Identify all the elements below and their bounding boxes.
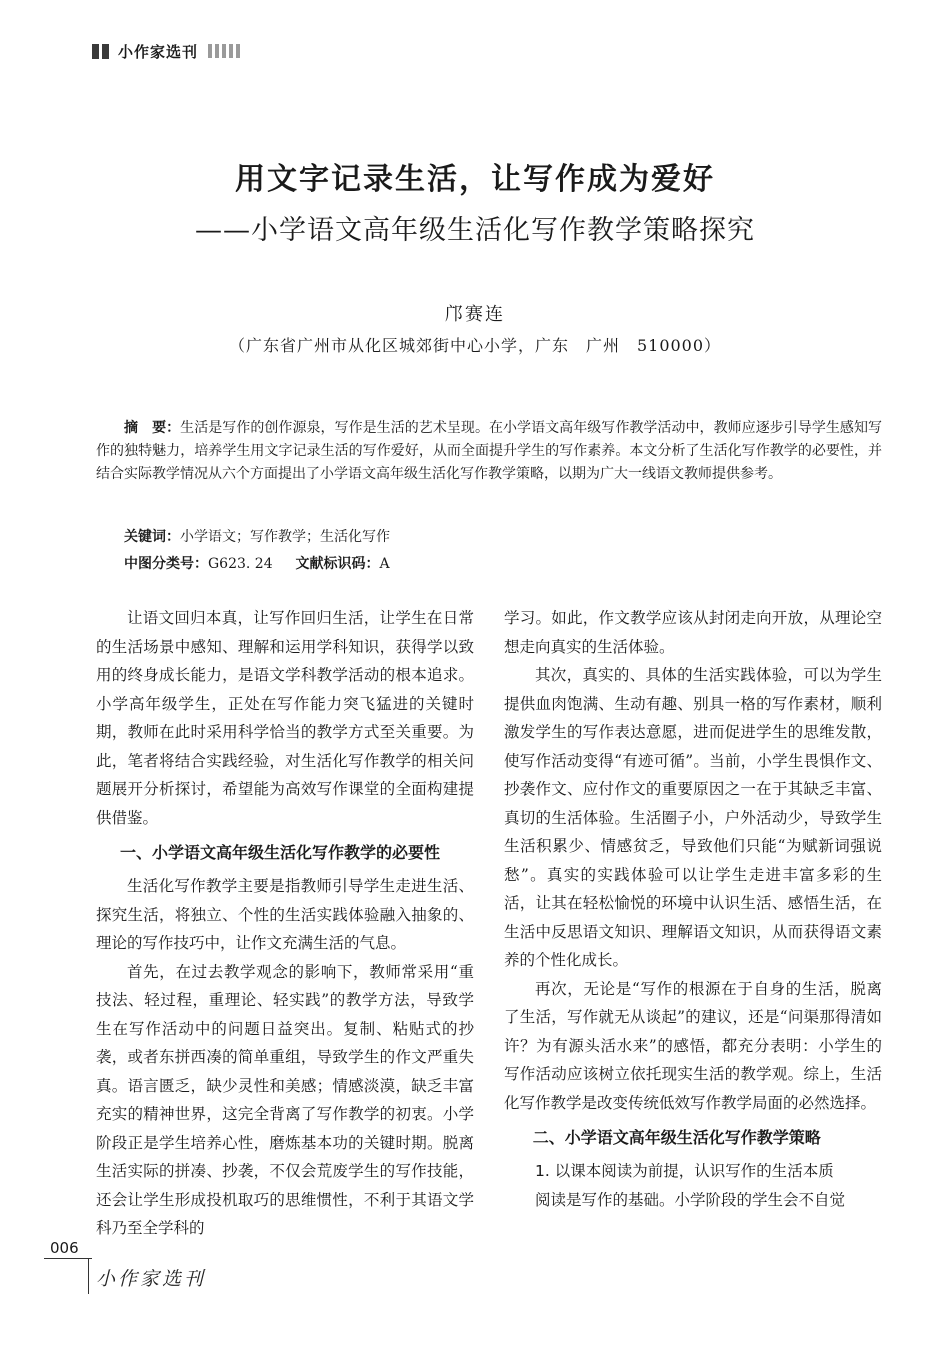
header-bar-mark [208, 44, 212, 58]
abstract [96, 417, 882, 486]
paragraph: 首先，在过去教学观念的影响下，教师常采用“重技法、轻过程，重理论、轻实践”的教学方法，导致学生在写作活动中的问题日益突出。复制、粘贴式的抄袭，或者东拼西凑的简单重组，导致学生的作文严重失真。语言匮乏，缺少灵性和美感；情感淡漠，缺乏丰富充实的精神世界，这完全背离了写作教学的初衷。小学阶段正是学生培养心性，磨炼基本功的关键时期。脱离生活实际的拼凑、抄袭，不仅会荒废学生的写作技能，还会让学生形成投机取巧的思维惯性，不利于其语文学科乃至全学科的 [96, 962, 474, 1237]
article-subtitle: ——小学语文高年级生活化写作教学策略探究 [195, 215, 755, 246]
header-bar-mark [236, 44, 240, 58]
paragraph: 让语文回归本真，让写作回归生活，让学生在日常的生活场景中感知、理解和运用学科知识，获得学以致用的终身成长能力，是语文学科教学活动的根本追求。小学高年级学生，正处在写作能力突飞猛进的关键时期，教师在此时采用科学恰当的教学方式至关重要。为此，笔者将结合实践经验，对生活化写作教学的相关问题展开分析探讨，希望能为高效写作课堂的全面构建提供借鉴。 [96, 609, 474, 827]
clc-value: G623. 24 [208, 556, 273, 572]
author-affiliation: （广东省广州市从化区城郊街中心小学，广东 广州 510000） [228, 336, 722, 355]
header-bar-mark [229, 44, 233, 58]
doc-code-value: A [379, 556, 390, 572]
section-heading: 二、小学语文高年级生活化写作教学策略 [532, 1128, 821, 1147]
footer-divider-vertical [88, 1258, 89, 1294]
header-bar-mark [215, 44, 219, 58]
header-block-mark [102, 44, 109, 59]
abstract-text: 生活是写作的创作源泉，写作是生活的艺术呈现。在小学语文高年级写作教学活动中，教师应逐步引导学生感知写作的独特魅力，培养学生用文字记录生活的写作爱好，从而全面提升学生的写作素养。本文分析了生活化写作教学的必要性，并结合实际教学情况从六个方面提出了小学语文高年级生活化写作教学策略，以期为广大一线语文教师提供参考。 [96, 420, 883, 482]
keywords-text: 小学语文；写作教学；生活化写作 [180, 529, 390, 545]
keywords-label: 关键词： [124, 529, 180, 545]
article-title: 用文字记录生活，让写作成为爱好 [235, 162, 715, 197]
journal-header [92, 40, 243, 62]
footer-divider [44, 1258, 92, 1259]
journal-logo: 小作家选刊 [96, 1268, 207, 1290]
classification [124, 553, 390, 573]
section-heading: 一、小学语文高年级生活化写作教学的必要性 [120, 843, 441, 862]
body-column-right [504, 604, 882, 1214]
page-number: 006 [50, 1239, 79, 1257]
paragraph: 生活化写作教学主要是指教师引导学生走进生活、探究生活，将独立、个性的生活实践体验融入抽象的、理论的写作技巧中，让作文充满生活的气息。 [96, 877, 474, 952]
paragraph: 其次，真实的、具体的生活实践体验，可以为学生提供血肉饱满、生动有趣、别具一格的写作素材，顺利激发学生的写作表达意愿，进而促进学生的思维发散，使写作活动变得“有迹可循”。当前，小学生畏惧作文、抄袭作文、应付作文的重要原因之一在于其缺乏丰富、真切的生活体验。生活圈子小，户外活动少，导致学生生活积累少、情感贫乏，导致他们只能“为赋新词强说愁”。真实的实践体验可以让学生走进丰富多彩的生活，让其在轻松愉悦的环境中认识生活、感悟生活，在生活中反思语文知识、理解语文知识，从而获得语文素养的个性化成长。 [504, 666, 882, 969]
body-column-left [96, 604, 474, 1243]
header-block-mark [92, 44, 99, 59]
keywords [124, 526, 390, 546]
paragraph: 阅读是写作的基础。小学阶段的学生会不自觉 [535, 1190, 846, 1209]
journal-name: 小作家选刊 [118, 42, 199, 61]
author-name: 邝赛连 [445, 304, 505, 325]
paragraph: 学习。如此，作文教学应该从封闭走向开放，从理论空想走向真实的生活体验。 [504, 609, 882, 656]
doc-code-label: 文献标识码： [295, 556, 380, 572]
abstract-label: 摘 要： [124, 420, 181, 436]
paragraph: 再次，无论是“写作的根源在于自身的生活，脱离了生活，写作就无从谈起”的建议，还是“问渠那得清如许？为有源头活水来”的感悟，都充分表明：小学生的写作活动应该树立依托现实生活的教学观。综上，生活化写作教学是改变传统低效写作教学局面的必然选择。 [504, 979, 882, 1112]
clc-label: 中图分类号： [124, 556, 208, 572]
header-bar-mark [222, 44, 226, 58]
subsection-heading: 1. 以课本阅读为前提，认识写作的生活本质 [535, 1162, 834, 1180]
